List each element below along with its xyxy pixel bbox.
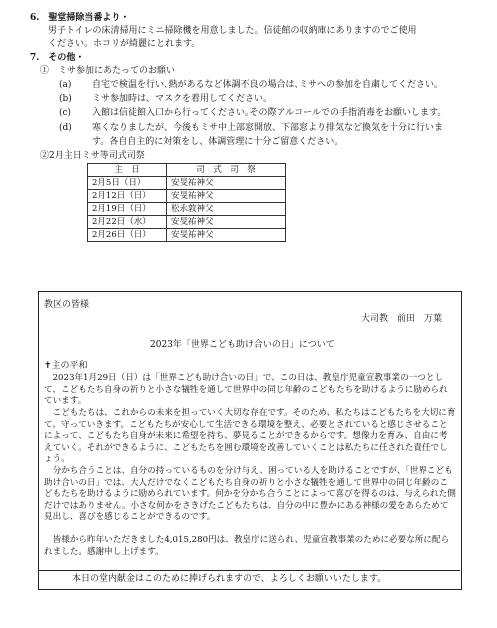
section-7-heading: 7. その他・ xyxy=(30,53,85,63)
item-mark-b: (b) xyxy=(59,94,72,104)
letter-greeting: ✝主の平和 xyxy=(44,361,88,371)
column-header-sunday: 主 日 xyxy=(88,164,167,177)
letter-paragraph-1: 2023年1月29日（日）は「世界こども助け合いの日」で、この日は、教皇庁児童宣教事業の一つとして、こどもたち自身の祈りと小さな犠牲を通して世界中の同じ年齢のこどもたちを助けるように励められています。 xyxy=(44,373,448,406)
date-cell: 2月19日（日） xyxy=(88,203,167,216)
section-6-line-2: ください。ホコリが綺麗にとれます。 xyxy=(48,39,201,49)
table-row xyxy=(88,177,286,190)
letter-title: 2023年「世界こども助け合いの日」について xyxy=(150,340,335,350)
subsection-mass-requests: ① ミサ参加にあたってのお願い xyxy=(40,66,176,76)
date-cell: 2月22日（水） xyxy=(88,216,167,229)
mass-schedule-table xyxy=(87,163,286,242)
subsection-schedule: ②2月主日ミサ等司式司祭 xyxy=(40,151,145,161)
table-row xyxy=(88,229,286,242)
priest-cell: 安旻祐神父 xyxy=(167,177,286,190)
letter-paragraph-2: こどもたちは、これからの未来を担っていく大切な存在です。そのため、私たちはこどもたちを大切に育て、守っていきます。こどもたちが安心して生活できる環境を整え、必要とされていると感じさせることによって、こどもたち自身が未来に希望を持ち、夢見ることができるからです。想像力を育み、自由に考えていく。それができるように、こどもたちを囲む環境を改善していくことは私たちに任された責任でしょう。 xyxy=(44,408,456,464)
item-text-b: ミサ参加時は、マスクを着用してください。 xyxy=(92,94,273,104)
date-cell: 2月5日（日） xyxy=(88,177,167,190)
date-cell: 2月12日（日） xyxy=(88,190,167,203)
offering-note: 本日の堂内献金はこのために捧げられますので、よろしくお願いいたします。 xyxy=(72,574,387,584)
priest-cell: 安旻祐神父 xyxy=(167,229,286,242)
letter-paragraph-4: 皆様から昨年いただきました4,015,280円は、教皇庁に送られ、児童宣教事業のために必要な所に配られました。感謝申し上げます。 xyxy=(44,535,450,557)
letter-salutation: 教区の皆様 xyxy=(44,300,90,310)
table-row xyxy=(88,216,286,229)
priest-cell: 安旻祐神父 xyxy=(167,216,286,229)
item-mark-d: (d) xyxy=(59,123,72,133)
item-mark-a: (a) xyxy=(59,80,72,90)
section-6-heading: 6. 聖堂掃除当番より・ xyxy=(30,13,130,23)
item-text-d: 寒くなりましたが、今後もミサ中上部窓開放、下部窓より排気など換気を十分に行いま xyxy=(92,123,444,133)
table-row xyxy=(88,203,286,216)
item-text-c: 入館は信徒館入口から行ってください｡その際アルコールでの手指消毒をお願いします。 xyxy=(92,108,447,118)
letter-paragraph-3: 分かち合うことは、自分の持っているものを分け与え、困っている人を助けることですが、「世界こども助け合いの日」では、大人だけでなくこどもたち自身の祈りと小さな犠牲を通して世界中の同じ年齢のこどもたちを助けるように励められています。何かを分かち合うことによって喜びを得るのは、与えられた側だけではありません。小さな何かをさきげたこどもたちは、自分の中に豊かにある神様の愛をあらためて見出し、喜びを感じることができるのです。 xyxy=(44,466,456,522)
priest-cell: 安旻祐神父 xyxy=(167,190,286,203)
item-text-a: 自宅で検温を行い､熱があるなど体調不良の場合は､ミサへの参加を自粛してください。 xyxy=(92,80,444,90)
section-6-line-1: 男子トイレの床清掃用にミニ掃除機を用意しました。信徒館の収納庫にありますのでご使用 xyxy=(48,26,417,36)
column-header-celebrant: 司 式 司 祭 xyxy=(167,164,286,177)
table-header-row xyxy=(88,164,286,177)
item-mark-c: (c) xyxy=(59,108,72,118)
item-text-d-continued: す。各自自主的に対策をし、体調管理に十分ご留意ください。 xyxy=(92,137,344,147)
table-row xyxy=(88,190,286,203)
priest-cell: 松永敦神父 xyxy=(167,203,286,216)
letter-signature: 大司教 前田 万葉 xyxy=(361,314,443,324)
date-cell: 2月26日（日） xyxy=(88,229,167,242)
